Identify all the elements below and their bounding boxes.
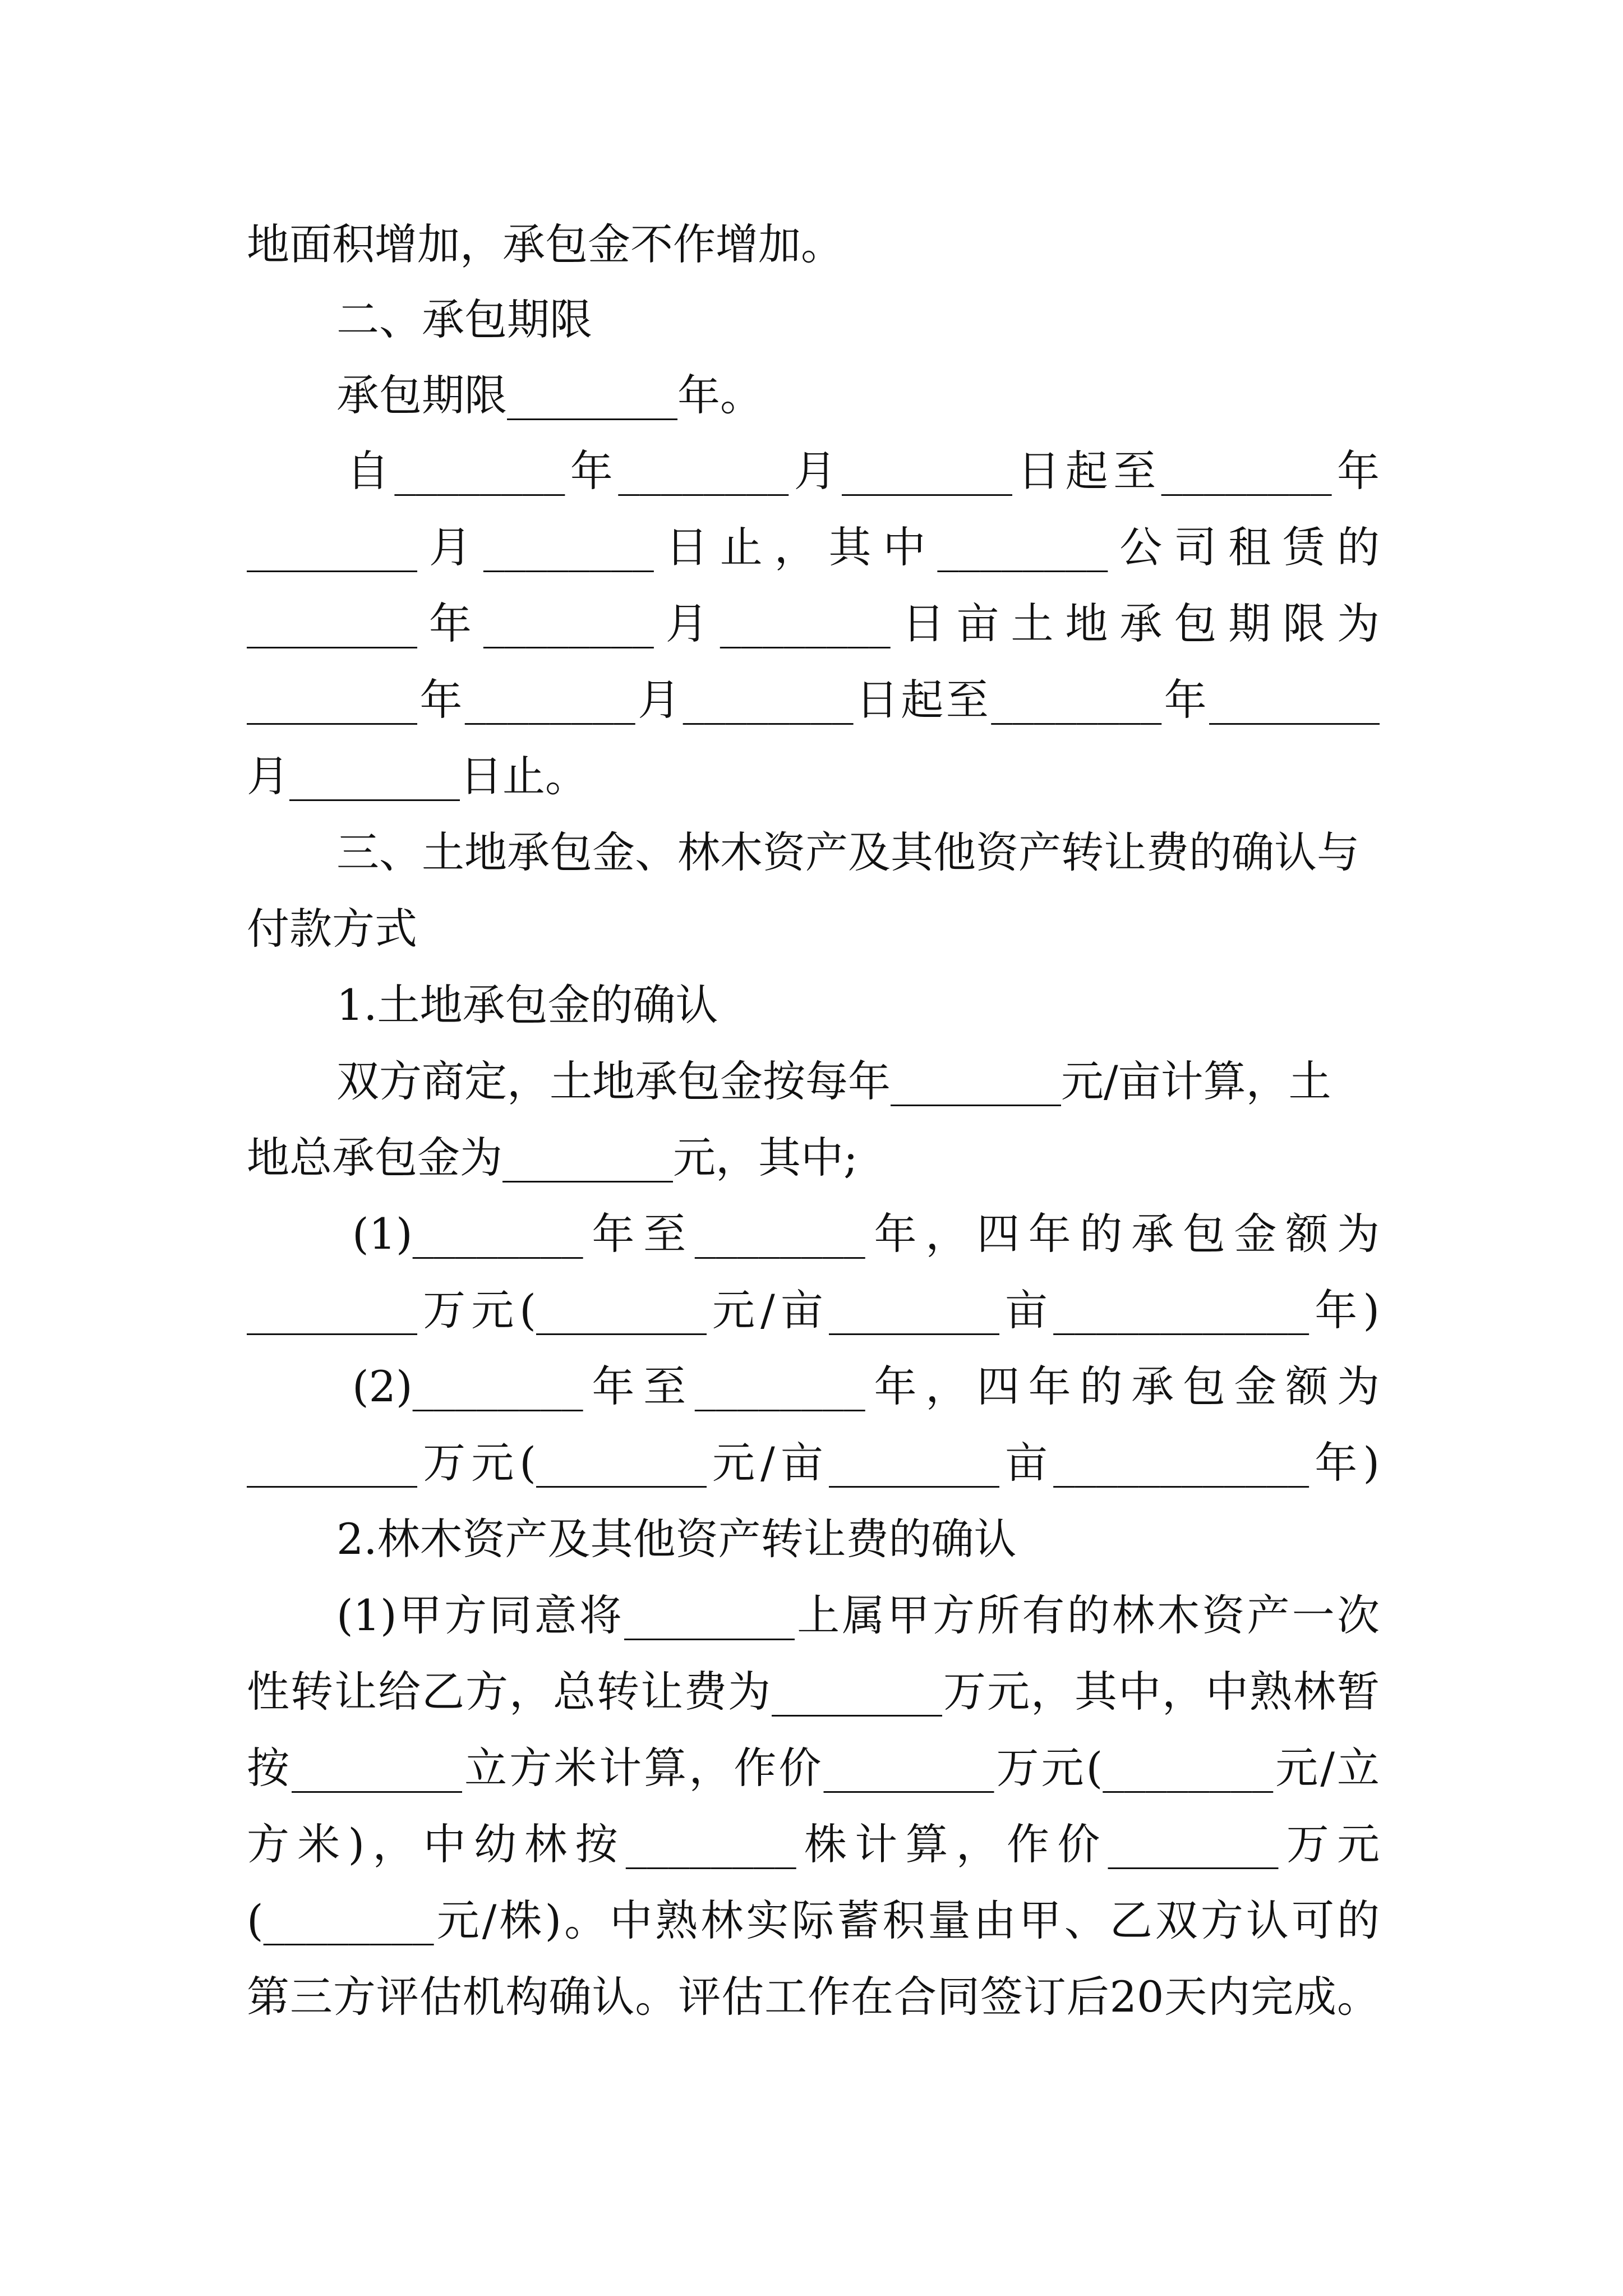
paragraph-line <box>247 743 1380 810</box>
line-text: 按________立方米计算，作价________万元(________元/立 <box>247 1743 1380 1793</box>
paragraph-line <box>247 1887 1380 1954</box>
line-text: 双方商定，土地承包金按每年________元/亩计算，土 <box>336 1056 1331 1106</box>
paragraph-line <box>336 1048 1380 1115</box>
line-text: 二、承包期限 <box>336 295 592 344</box>
list-item <box>352 1200 1380 1268</box>
line-text: ________万元(________元/亩________亩____________年) <box>247 1438 1380 1488</box>
line-text: 性转让给乙方，总转让费为________万元，其中，中熟林暂 <box>247 1667 1380 1717</box>
line-text: ________月________日止，其中________公司租赁的 <box>247 522 1380 572</box>
section-heading <box>336 819 1380 886</box>
line-text: 自________年________月________日起至________年 <box>347 446 1380 496</box>
list-item <box>352 1353 1380 1420</box>
line-text: (2)________年至________年，四年的承包金额为 <box>352 1361 1380 1411</box>
line-text: 方米)，中幼林按________株计算，作价________万元 <box>247 1819 1380 1869</box>
line-text: (1)________年至________年，四年的承包金额为 <box>352 1209 1380 1259</box>
line-text: 承包期限________年。 <box>336 370 763 420</box>
paragraph-line <box>336 362 1380 429</box>
line-text: (1)甲方同意将________上属甲方所有的林木资产一次 <box>336 1590 1380 1640</box>
paragraph-line <box>247 1124 1380 1191</box>
line-text: ________万元(________元/亩________亩____________年) <box>247 1285 1380 1335</box>
paragraph-line <box>247 1658 1380 1726</box>
list-item <box>336 1582 1380 1649</box>
subsection-heading <box>336 1506 1380 1573</box>
subsection-heading <box>336 972 1380 1039</box>
line-text: 第三方评估机构确认。评估工作在合同签订后20天内完成。 <box>247 1972 1380 2022</box>
paragraph-line <box>247 1734 1380 1802</box>
section-heading <box>336 286 1380 353</box>
line-text: (________元/株)。中熟林实际蓄积量由甲、乙双方认可的 <box>247 1895 1380 1945</box>
line-text: ________年________月________日亩土地承包期限为 <box>247 599 1380 648</box>
paragraph-line <box>247 590 1380 657</box>
list-item-cont <box>247 1277 1380 1344</box>
section-heading-cont <box>247 895 1380 963</box>
paragraph-line <box>247 1963 1380 2031</box>
line-text: 月________日止。 <box>247 751 588 801</box>
paragraph-line <box>247 211 1380 278</box>
line-text: 地面积增加，承包金不作增加。 <box>247 219 843 269</box>
line-text: 三、土地承包金、林木资产及其他资产转让费的确认与 <box>336 827 1359 877</box>
paragraph-line <box>247 514 1380 581</box>
paragraph-line <box>347 438 1380 505</box>
line-text: 付款方式 <box>247 904 417 954</box>
line-text: 地总承包金为________元，其中; <box>247 1133 858 1182</box>
line-text: 1.土地承包金的确认 <box>336 980 718 1030</box>
paragraph-line <box>247 1811 1380 1878</box>
paragraph-line <box>247 666 1380 734</box>
line-text: ________年________月________日起至________年________ <box>247 675 1380 725</box>
line-text: 2.林木资产及其他资产转让费的确认 <box>336 1514 1017 1564</box>
list-item-cont <box>247 1429 1380 1497</box>
